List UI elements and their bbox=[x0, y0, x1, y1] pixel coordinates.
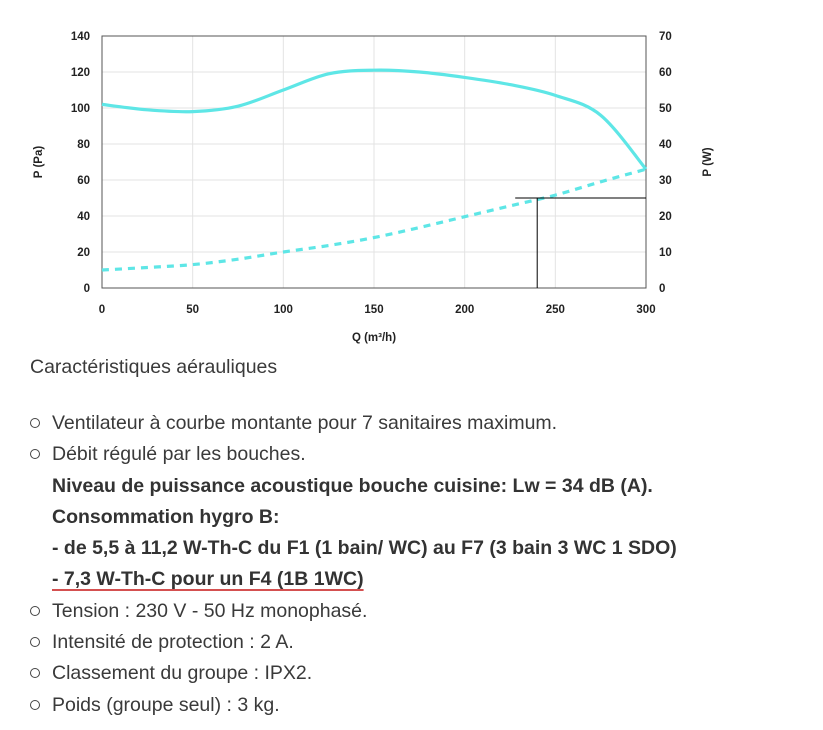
acoustic-level-line: Niveau de puissance acoustique bouche cuisine: Lw = 34 dB (A). bbox=[52, 474, 653, 497]
x-tick-label: 150 bbox=[364, 304, 384, 316]
y-left-tick-label: 140 bbox=[70, 31, 90, 43]
chart-grid bbox=[102, 36, 646, 288]
feature-text: Débit régulé par les bouches. bbox=[52, 443, 306, 466]
bullet-icon bbox=[30, 418, 40, 428]
y-right-tick-label: 10 bbox=[659, 247, 672, 259]
y-right-tick-label: 0 bbox=[659, 283, 666, 295]
x-tick-label: 50 bbox=[186, 304, 200, 316]
feature-item bbox=[0, 596, 823, 627]
bullet-icon bbox=[30, 637, 40, 647]
y-right-tick-label: 60 bbox=[659, 67, 672, 79]
bullet-icon bbox=[30, 449, 40, 459]
y-left-tick-label: 80 bbox=[77, 139, 90, 151]
section-caption: Caractéristiques aérauliques bbox=[30, 356, 278, 378]
y-left-tick-label: 40 bbox=[77, 211, 90, 223]
y-right-tick-label: 50 bbox=[659, 103, 672, 115]
chart-ticks bbox=[71, 31, 672, 316]
y-right-tick-label: 20 bbox=[659, 211, 672, 223]
x-tick-label: 250 bbox=[545, 304, 565, 316]
consumption-f4-wrapper bbox=[52, 564, 823, 595]
y-left-tick-label: 0 bbox=[83, 283, 90, 295]
x-tick-label: 0 bbox=[98, 304, 106, 316]
feature-text: Poids (groupe seul) : 3 kg. bbox=[52, 693, 280, 716]
x-tick-label: 100 bbox=[273, 304, 293, 316]
y-left-tick-label: 100 bbox=[70, 103, 90, 115]
feature-text: Classement du groupe : IPX2. bbox=[52, 662, 313, 685]
bullet-icon bbox=[30, 606, 40, 616]
feature-text: Intensité de protection : 2 A. bbox=[52, 631, 294, 654]
y-left-tick-label: 60 bbox=[77, 175, 90, 187]
feature-item bbox=[0, 408, 823, 439]
performance-chart bbox=[0, 0, 823, 350]
y-axis-right-label: P (W) bbox=[702, 147, 714, 177]
feature-list bbox=[0, 408, 823, 721]
consumption-heading: Consommation hygro B: bbox=[52, 505, 280, 528]
feature-text: Tension : 230 V - 50 Hz monophasé. bbox=[52, 599, 368, 622]
bullet-icon bbox=[30, 668, 40, 678]
feature-item bbox=[0, 627, 823, 658]
y-right-tick-label: 30 bbox=[659, 175, 672, 187]
y-left-tick-label: 120 bbox=[70, 67, 90, 79]
x-axis-label: Q (m³/h) bbox=[351, 332, 397, 344]
feature-text: Ventilateur à courbe montante pour 7 sanitaires maximum. bbox=[52, 412, 558, 434]
x-tick-label: 200 bbox=[455, 304, 475, 316]
y-axis-left-label: P (Pa) bbox=[33, 145, 45, 179]
feature-item bbox=[0, 658, 823, 689]
feature-item bbox=[0, 690, 823, 721]
y-left-tick-label: 20 bbox=[77, 247, 90, 259]
consumption-f4-line: - 7,3 W-Th-C pour un F4 (1B 1WC) bbox=[52, 568, 364, 591]
bullet-icon bbox=[30, 700, 40, 710]
y-right-tick-label: 40 bbox=[659, 139, 672, 151]
consumption-range-line: - de 5,5 à 11,2 W-Th-C du F1 (1 bain/ WC) au F7 (3 bain 3 WC 1 SDO) bbox=[52, 537, 677, 560]
y-right-tick-label: 70 bbox=[659, 31, 672, 43]
feature-item bbox=[0, 439, 823, 595]
x-tick-label: 300 bbox=[636, 304, 656, 316]
